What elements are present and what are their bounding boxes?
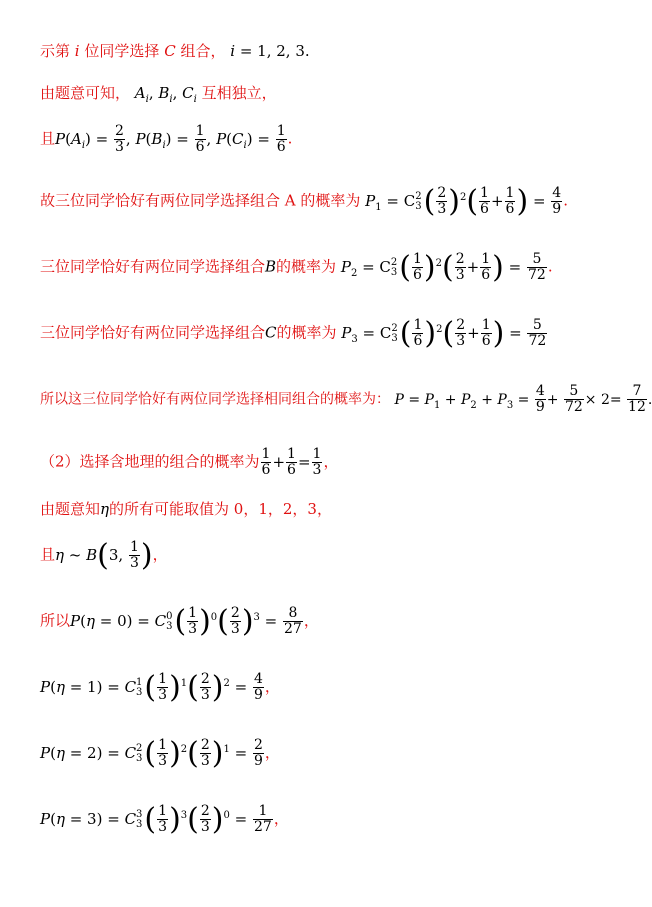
text: 且 xyxy=(40,545,56,564)
line-9 xyxy=(40,498,332,519)
var-C: C xyxy=(164,42,176,60)
line-2 xyxy=(40,82,277,103)
line-14: P(η = 3) = C 3 3 ( $\frac{1}{3}$ )$^3$( $\frac{2}{3}$ )$^0$ = $\frac{1}{27}$ ， xyxy=(40,801,289,837)
text: 的所有可能取值为 0，1，2，3， xyxy=(109,500,332,518)
var-i: i xyxy=(74,42,80,60)
period: . xyxy=(304,42,310,60)
line-6 xyxy=(40,315,548,351)
var-C: C xyxy=(265,323,277,342)
text: 互相独立， xyxy=(201,84,277,102)
math-i-range: i = 1, 2, 3 xyxy=(230,42,305,60)
math-prob-geo: $\frac{1}{6}$ + $\frac{1}{6}$ = $\frac{1}{3}$ xyxy=(261,446,322,478)
text: 位同学选择 xyxy=(84,42,160,60)
line-13: P(η = 2) = C 2 3 ( $\frac{1}{3}$ )$^2$( $\frac{2}{3}$ )$^1$ = $\frac{2}{9}$ ， xyxy=(40,735,280,771)
line-11: 所以P(η = 0) = C 0 3 ( $\frac{1}{3}$ )$^0$( $\frac{2}{3}$ )$^3$ = $\frac{8}{27}$ ， xyxy=(40,603,319,639)
math-eta-1: P(η = 1) = C 1 3 ( $\frac{1}{3}$ )$^1$( $\frac{2}{3}$ )$^2$ = $\frac{4}{9}$ xyxy=(40,669,263,705)
math-P1: $P_1 = C$ 2 3 ( $\frac{2}{3}$ )$^2$( $\frac{1}{6}$ + $\frac{1}{6}$ ) = $\frac{4}{9}$ xyxy=(365,183,562,219)
math-P-total: $P = P_1 + P_2 + P_3$ = $\frac{4}{9}$ + $\frac{5}{72}$ × 2= $\frac{7}{12}$ . xyxy=(394,383,652,415)
line-5: 三位同学恰好有两位同学选择组合B的概率为 $P_2 = C$ 2 3 ( $\frac{1}{6}$ )$^2$( $\frac{2}{3}$ + $\frac{1}{6}$ ) = $\frac{5}{72}$ . xyxy=(40,249,553,285)
math-P2: $P_2 = C$ 2 3 ( $\frac{1}{6}$ )$^2$( $\frac{2}{3}$ + $\frac{1}{6}$ ) = $\frac{5}{72}$ xyxy=(340,249,546,285)
text: 三位同学恰好有两位同学选择组合 xyxy=(40,257,266,276)
text: （2）选择含地理的组合的概率为 xyxy=(40,452,260,471)
math-eta-3: P(η = 3) = C 3 3 ( $\frac{1}{3}$ )$^3$( $\frac{2}{3}$ )$^0$ = $\frac{1}{27}$ xyxy=(40,801,272,837)
text: 所以这三位同学恰好有两位同学选择相同组合的概率为： xyxy=(40,391,390,408)
line-3: 且$P(A_i)$ = $\frac{2}{3}$ , $P(B_i)$ = $\frac{1}{6}$ , $P(C_i)$ = $\frac{1}{6}$ . xyxy=(40,123,293,155)
line-8: （2）选择含地理的组合的概率为 $\frac{1}{6}$ + $\frac{1}{6}$ = $\frac{1}{3}$ ， xyxy=(40,446,339,478)
text: 三位同学恰好有两位同学选择组合 xyxy=(40,323,266,342)
line-10: 且η ~ B(3, $\frac{1}{3}$ )， xyxy=(40,537,168,573)
math-P3: $P_3 = C$ 2 3 ( $\frac{1}{6}$ )$^2$( $\frac{2}{3}$ + $\frac{1}{6}$ ) = $\frac{5}{72}$ xyxy=(341,315,547,351)
text: 的概率为 xyxy=(276,257,337,276)
text: 示第 xyxy=(40,42,71,60)
text: 组合， xyxy=(180,42,226,60)
math-probabilities: $P(A_i)$ = $\frac{2}{3}$ , $P(B_i)$ = $\frac{1}{6}$ , $P(C_i)$ = $\frac{1}{6}$ xyxy=(55,123,286,155)
text: 故三位同学恰好有两位同学选择组合 A 的概率为 xyxy=(40,191,361,210)
text: 的概率为 xyxy=(276,323,337,342)
line-12: P(η = 1) = C 1 3 ( $\frac{1}{3}$ )$^1$( $\frac{2}{3}$ )$^2$ = $\frac{4}{9}$ ， xyxy=(40,669,280,705)
var-B: B xyxy=(265,257,277,276)
line-7 xyxy=(40,384,652,415)
text: 所以 xyxy=(40,611,71,630)
text: 由题意知 xyxy=(40,500,101,518)
line-4: 故三位同学恰好有两位同学选择组合 A 的概率为 $P_1 = C$ 2 3 ( $\frac{2}{3}$ )$^2$( $\frac{1}{6}$ + $\frac{1}{6}$ ) = $\frac{4}{9}$ . xyxy=(40,183,568,219)
math-binomial: η ~ B(3, $\frac{1}{3}$ ) xyxy=(55,537,153,573)
math-eta-0: P(η = 0) = C 0 3 ( $\frac{1}{3}$ )$^0$( $\frac{2}{3}$ )$^3$ = $\frac{8}{27}$ xyxy=(70,603,302,639)
math-events: $A_i$, $B_i$, $C_i$ xyxy=(134,84,197,105)
text: 且 xyxy=(40,129,56,148)
var-eta: η xyxy=(100,500,110,518)
text: 由题意可知， xyxy=(40,84,131,102)
math-eta-2: P(η = 2) = C 2 3 ( $\frac{1}{3}$ )$^2$( $\frac{2}{3}$ )$^1$ = $\frac{2}{9}$ xyxy=(40,735,263,771)
line-1 xyxy=(40,40,310,61)
